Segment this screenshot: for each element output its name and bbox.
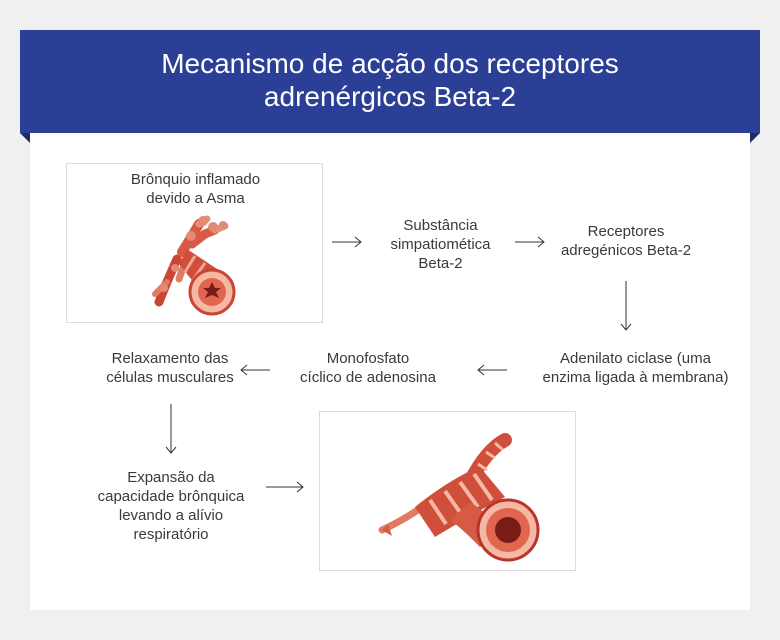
relaxation-node: Relaxamento das células musculares	[106, 350, 234, 386]
arrow-receptors-to-adenylate	[620, 281, 632, 333]
adenylate-node: Adenilato ciclase (uma enzima ligada à membrana)	[542, 350, 729, 386]
arrow-relaxation-to-expansion	[165, 404, 177, 456]
arrow-expansion-to-healthy	[266, 481, 306, 493]
arrow-adenylate-to-camp	[475, 364, 507, 376]
substance-node: Substância simpatiomética Beta-2	[390, 217, 491, 272]
healthy-bronchus-illustration	[320, 412, 577, 572]
healthy-bronchus-box	[319, 411, 576, 571]
inflamed-bronchus-label: Brônquio inflamado devido a Asma	[130, 171, 261, 207]
title-line-1: Mecanismo de acção dos receptores	[161, 48, 619, 79]
banner-fold-left	[20, 133, 30, 143]
title-line-2: adrenérgicos Beta-2	[263, 81, 517, 112]
arrow-substance-to-receptors	[515, 236, 547, 248]
camp-node: Monofosfato cíclico de adenosina	[300, 350, 436, 386]
arrow-bronchus-to-substance	[332, 236, 364, 248]
receptors-node: Receptores adregénicos Beta-2	[560, 223, 692, 259]
inflamed-bronchus-box	[66, 163, 323, 323]
title-banner	[20, 30, 760, 133]
banner-fold-right	[750, 133, 760, 143]
expansion-node: Expansão da capacidade brônquica levando a alívio respiratório	[97, 469, 245, 543]
open-lumen	[495, 517, 521, 543]
inflamed-bronchus-illustration	[67, 164, 324, 324]
